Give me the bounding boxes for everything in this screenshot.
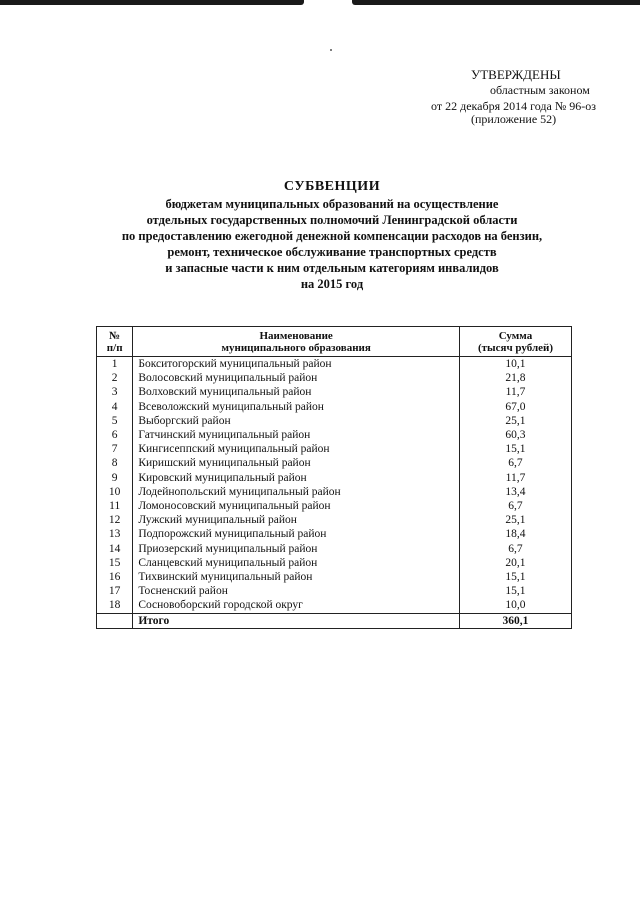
table-row [97,584,572,598]
row-number: 8 [97,456,133,470]
title-line: на 2015 год [300,277,364,291]
table-row [97,371,572,385]
table-body [97,357,572,614]
header-name [133,327,460,357]
row-sum: 11,7 [459,471,571,485]
table-row [97,499,572,513]
row-sum: 15,1 [459,584,571,598]
scan-edge-right [352,0,640,5]
table-row [97,513,572,527]
row-name: Тихвинский муниципальный район [133,570,460,584]
row-number: 14 [97,542,133,556]
table-row [97,542,572,556]
table-row [97,527,572,541]
row-name: Тосненский район [133,584,460,598]
row-name: Бокситогорский муниципальный район [133,357,460,372]
row-number: 16 [97,570,133,584]
total-label: Итого [133,613,460,628]
document-title [70,178,594,292]
row-number: 11 [97,499,133,513]
row-name: Киришский муниципальный район [133,456,460,470]
table-row [97,385,572,399]
title-line: бюджетам муниципальных образований на осуществление [165,197,499,211]
row-name: Всеволожский муниципальный район [133,400,460,414]
row-sum: 10,1 [459,357,571,372]
row-number: 4 [97,400,133,414]
table-row [97,442,572,456]
header-number [97,327,133,357]
row-sum: 15,1 [459,442,571,456]
table-row [97,357,572,372]
header-name-line-2: муниципального образования [221,342,371,354]
row-sum: 25,1 [459,513,571,527]
title-line: отдельных государственных полномочий Ленинградской области [146,213,518,227]
row-sum: 20,1 [459,556,571,570]
table-row [97,428,572,442]
row-number: 1 [97,357,133,372]
row-sum: 6,7 [459,542,571,556]
row-name: Кингисеппский муниципальный район [133,442,460,456]
row-sum: 13,4 [459,485,571,499]
row-sum: 67,0 [459,400,571,414]
row-number: 5 [97,414,133,428]
row-name: Лужский муниципальный район [133,513,460,527]
scan-edge-left [0,0,304,5]
subventions-table [96,326,572,629]
row-sum: 21,8 [459,371,571,385]
row-sum: 6,7 [459,456,571,470]
row-number: 17 [97,584,133,598]
table-row [97,400,572,414]
table-row [97,456,572,470]
row-name: Сланцевский муниципальный район [133,556,460,570]
row-number: 10 [97,485,133,499]
row-name: Волосовский муниципальный район [133,371,460,385]
row-number: 2 [97,371,133,385]
title-main: СУБВЕНЦИИ [283,179,381,194]
table-header-row [97,327,572,357]
row-name: Гатчинский муниципальный район [133,428,460,442]
row-number: 6 [97,428,133,442]
header-sum-line-2: (тысяч рублей) [477,342,554,354]
row-number: 12 [97,513,133,527]
row-sum: 6,7 [459,499,571,513]
row-number: 9 [97,471,133,485]
approval-line-2: областным законом [490,83,590,97]
total-sum: 360,1 [459,613,571,628]
row-name: Волховский муниципальный район [133,385,460,399]
row-name: Подпорожский муниципальный район [133,527,460,541]
row-sum: 11,7 [459,385,571,399]
table-row [97,471,572,485]
row-number: 15 [97,556,133,570]
header-sum [459,327,571,357]
table-row [97,570,572,584]
title-line: ремонт, техническое обслуживание транспортных средств [167,245,497,259]
row-name: Выборгский район [133,414,460,428]
approval-line-1: УТВЕРЖДЕНЫ [471,67,561,82]
table-row [97,556,572,570]
total-number-cell [97,613,133,628]
header-number-line-2: п/п [106,342,123,354]
header-sum-line-1: Сумма [498,330,533,342]
approval-line-4: (приложение 52) [471,112,557,126]
approval-line-3: от 22 декабря 2014 года № 96-оз [431,99,597,113]
row-name: Кировский муниципальный район [133,471,460,485]
row-name: Лодейнопольский муниципальный район [133,485,460,499]
scan-speck [330,49,332,51]
row-sum: 60,3 [459,428,571,442]
row-sum: 18,4 [459,527,571,541]
row-name: Ломоносовский муниципальный район [133,499,460,513]
title-line: по предоставлению ежегодной денежной компенсации расходов на бензин, [121,229,543,243]
table-row [97,485,572,499]
row-number: 3 [97,385,133,399]
row-name: Приозерский муниципальный район [133,542,460,556]
table-total-row [97,613,572,628]
row-number: 18 [97,598,133,613]
header-number-line-1: № [109,330,121,342]
row-name: Сосновоборский городской округ [133,598,460,613]
row-sum: 10,0 [459,598,571,613]
header-name-line-1: Наименование [259,330,333,342]
row-number: 13 [97,527,133,541]
row-sum: 25,1 [459,414,571,428]
table-row [97,598,572,613]
table-row [97,414,572,428]
row-sum: 15,1 [459,570,571,584]
row-number: 7 [97,442,133,456]
title-line: и запасные части к ним отдельным категориям инвалидов [165,261,499,275]
